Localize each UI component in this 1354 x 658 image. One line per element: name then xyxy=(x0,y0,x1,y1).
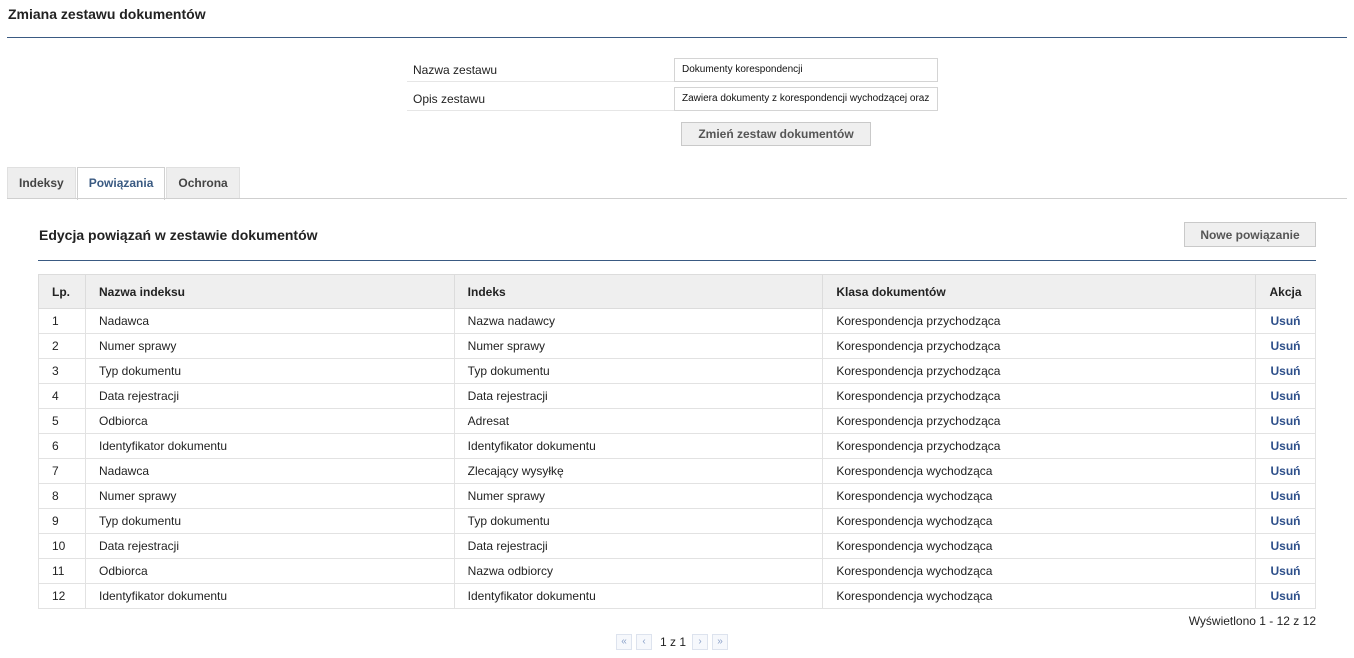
cell-index-name: Identyfikator dokumentu xyxy=(85,434,454,459)
page-title: Zmiana zestawu dokumentów xyxy=(8,6,206,22)
cell-action xyxy=(1256,559,1316,584)
tabs-divider xyxy=(7,198,1347,199)
cell-index-name: Nadawca xyxy=(85,459,454,484)
cell-lp: 4 xyxy=(39,384,86,409)
cell-lp: 8 xyxy=(39,484,86,509)
cell-document-class: Korespondencja wychodząca xyxy=(823,459,1256,484)
cell-lp: 6 xyxy=(39,434,86,459)
table-row xyxy=(39,434,1316,459)
header-lp[interactable]: Lp. xyxy=(39,275,86,309)
cell-index-name: Typ dokumentu xyxy=(85,359,454,384)
cell-document-class: Korespondencja przychodząca xyxy=(823,309,1256,334)
name-label: Nazwa zestawu xyxy=(407,58,674,82)
cell-document-class: Korespondencja wychodząca xyxy=(823,509,1256,534)
delete-link[interactable]: Usuń xyxy=(1270,589,1301,603)
header-action: Akcja xyxy=(1256,275,1316,309)
table-row xyxy=(39,534,1316,559)
section-title: Edycja powiązań w zestawie dokumentów xyxy=(39,227,318,243)
cell-document-class: Korespondencja przychodząca xyxy=(823,384,1256,409)
cell-lp: 1 xyxy=(39,309,86,334)
change-set-button[interactable]: Zmień zestaw dokumentów xyxy=(681,122,871,146)
delete-link[interactable]: Usuń xyxy=(1270,514,1301,528)
cell-index: Identyfikator dokumentu xyxy=(454,584,823,609)
cell-lp: 2 xyxy=(39,334,86,359)
delete-link[interactable]: Usuń xyxy=(1270,464,1301,478)
table-row xyxy=(39,584,1316,609)
cell-lp: 3 xyxy=(39,359,86,384)
tab-ochrona[interactable]: Ochrona xyxy=(166,167,239,199)
bindings-table xyxy=(38,274,1316,609)
cell-document-class: Korespondencja wychodząca xyxy=(823,559,1256,584)
cell-action xyxy=(1256,309,1316,334)
table-row xyxy=(39,459,1316,484)
delete-link[interactable]: Usuń xyxy=(1270,389,1301,403)
table-row xyxy=(39,334,1316,359)
cell-document-class: Korespondencja wychodząca xyxy=(823,584,1256,609)
description-label: Opis zestawu xyxy=(407,87,674,111)
table-body xyxy=(39,309,1316,609)
cell-action xyxy=(1256,509,1316,534)
cell-action xyxy=(1256,384,1316,409)
cell-action xyxy=(1256,409,1316,434)
description-row xyxy=(407,84,947,113)
cell-index: Nazwa nadawcy xyxy=(454,309,823,334)
cell-index: Adresat xyxy=(454,409,823,434)
double-chevron-right-icon[interactable]: » xyxy=(712,634,728,650)
cell-lp: 5 xyxy=(39,409,86,434)
cell-document-class: Korespondencja przychodząca xyxy=(823,434,1256,459)
delete-link[interactable]: Usuń xyxy=(1270,314,1301,328)
delete-link[interactable]: Usuń xyxy=(1270,539,1301,553)
cell-index-name: Odbiorca xyxy=(85,559,454,584)
description-input[interactable] xyxy=(674,87,938,111)
delete-link[interactable]: Usuń xyxy=(1270,489,1301,503)
cell-index-name: Identyfikator dokumentu xyxy=(85,584,454,609)
delete-link[interactable]: Usuń xyxy=(1270,414,1301,428)
cell-index: Identyfikator dokumentu xyxy=(454,434,823,459)
table-header-row xyxy=(39,275,1316,309)
cell-document-class: Korespondencja przychodząca xyxy=(823,409,1256,434)
cell-lp: 11 xyxy=(39,559,86,584)
cell-index: Zlecający wysyłkę xyxy=(454,459,823,484)
cell-document-class: Korespondencja wychodząca xyxy=(823,534,1256,559)
pagination xyxy=(616,633,732,651)
cell-index-name: Typ dokumentu xyxy=(85,509,454,534)
cell-document-class: Korespondencja przychodząca xyxy=(823,334,1256,359)
delete-link[interactable]: Usuń xyxy=(1270,564,1301,578)
table-row xyxy=(39,484,1316,509)
cell-document-class: Korespondencja wychodząca xyxy=(823,484,1256,509)
cell-index: Typ dokumentu xyxy=(454,359,823,384)
title-divider xyxy=(7,37,1347,38)
cell-index: Numer sprawy xyxy=(454,484,823,509)
name-input[interactable] xyxy=(674,58,938,82)
chevron-left-icon[interactable]: ‹ xyxy=(636,634,652,650)
cell-lp: 7 xyxy=(39,459,86,484)
delete-link[interactable]: Usuń xyxy=(1270,339,1301,353)
delete-link[interactable]: Usuń xyxy=(1270,364,1301,378)
table-row xyxy=(39,509,1316,534)
cell-index-name: Numer sprawy xyxy=(85,334,454,359)
cell-index-name: Data rejestracji xyxy=(85,384,454,409)
cell-action xyxy=(1256,459,1316,484)
cell-index-name: Numer sprawy xyxy=(85,484,454,509)
cell-index-name: Data rejestracji xyxy=(85,534,454,559)
table-row xyxy=(39,359,1316,384)
cell-index-name: Odbiorca xyxy=(85,409,454,434)
table-row xyxy=(39,559,1316,584)
tab-powiazania[interactable]: Powiązania xyxy=(77,167,166,200)
cell-lp: 10 xyxy=(39,534,86,559)
table-row xyxy=(39,309,1316,334)
tab-indeksy[interactable]: Indeksy xyxy=(7,167,76,199)
section-divider xyxy=(38,260,1316,261)
cell-action xyxy=(1256,434,1316,459)
new-binding-button[interactable]: Nowe powiązanie xyxy=(1184,222,1316,247)
header-index[interactable]: Indeks xyxy=(454,275,823,309)
header-index-name[interactable]: Nazwa indeksu xyxy=(85,275,454,309)
double-chevron-left-icon[interactable]: « xyxy=(616,634,632,650)
results-summary: Wyświetlono 1 - 12 z 12 xyxy=(1188,614,1316,628)
cell-index: Data rejestracji xyxy=(454,534,823,559)
table-row xyxy=(39,409,1316,434)
cell-lp: 9 xyxy=(39,509,86,534)
cell-action xyxy=(1256,484,1316,509)
cell-action xyxy=(1256,534,1316,559)
cell-index: Numer sprawy xyxy=(454,334,823,359)
cell-index: Data rejestracji xyxy=(454,384,823,409)
cell-lp: 12 xyxy=(39,584,86,609)
delete-link[interactable]: Usuń xyxy=(1270,439,1301,453)
name-row xyxy=(407,55,947,84)
cell-action xyxy=(1256,334,1316,359)
cell-action xyxy=(1256,359,1316,384)
header-document-class[interactable]: Klasa dokumentów xyxy=(823,275,1256,309)
tab-bar xyxy=(7,167,241,199)
cell-index: Nazwa odbiorcy xyxy=(454,559,823,584)
cell-action xyxy=(1256,584,1316,609)
cell-index: Typ dokumentu xyxy=(454,509,823,534)
chevron-right-icon[interactable]: › xyxy=(692,634,708,650)
cell-index-name: Nadawca xyxy=(85,309,454,334)
page-info: 1 z 1 xyxy=(660,635,687,649)
cell-document-class: Korespondencja przychodząca xyxy=(823,359,1256,384)
set-form xyxy=(407,55,947,113)
table-row xyxy=(39,384,1316,409)
